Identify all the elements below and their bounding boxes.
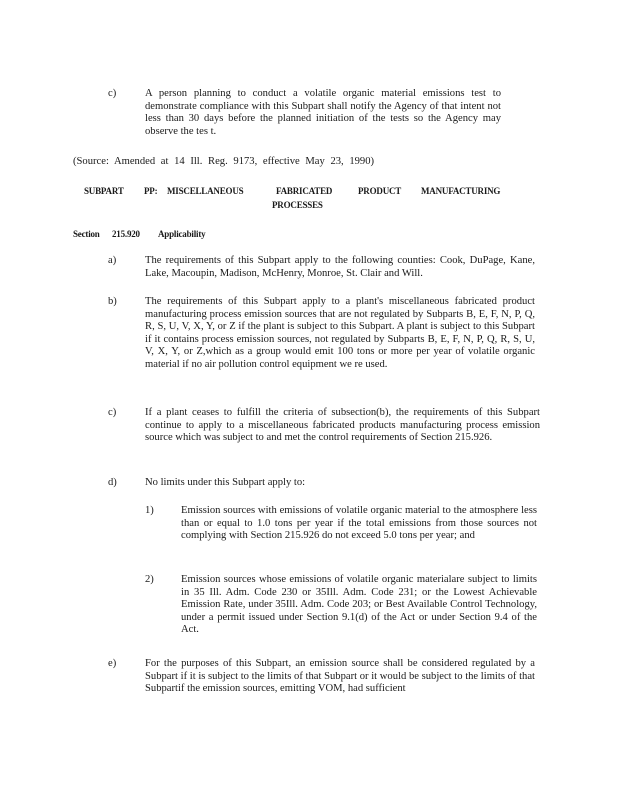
item-text: No limits under this Subpart apply to:: [145, 477, 306, 488]
item-text: For the purposes of this Subpart, an emission source shall be considered regulated by a Subpart if it is subject to the limits of that Subpart or it would be subject to the limits of that Subpartif the emission sources, emitting VOM, had sufficient: [145, 658, 535, 694]
subitem-label: 2): [145, 574, 154, 585]
subpart-title-word: PROCESSES: [272, 200, 323, 210]
subitem-text: Emission sources whose emissions of volatile organic materialare subject to limits in 35 Ill. Adm. Code 230 or 35Ill. Adm. Code 231; or the Lowest Achievable Emission Rate, under 35Ill. Adm. Code 203; or Best Available Control Technology, under a permit issued under Section 9.1(d) of the Act or under Section 9.4 of the Act.: [181, 574, 537, 635]
item-label: c): [108, 88, 117, 99]
source-note: (Source: Amended at 14 Ill. Reg. 9173, effective May 23, 1990): [73, 156, 375, 167]
subpart-title-word: MISCELLANEOUS: [167, 186, 244, 196]
section-title: Applicability: [158, 229, 206, 239]
item-label: c): [108, 407, 117, 418]
item-text: If a plant ceases to fulfill the criteria of subsection(b), the requirements of this Subpart continue to apply to a miscellaneous fabricated products manufacturing process emission source which was subject to and met the control requirements of Section 215.926.: [145, 407, 540, 443]
section-label: Section: [73, 229, 100, 239]
item-text: A person planning to conduct a volatile organic material emissions test to demonstrate compliance with this Subpart shall notify the Agency of that intent not less than 30 days before the planned initiation of the tests so the Agency may observe the tes t.: [145, 88, 501, 137]
subpart-title-word: FABRICATED: [276, 186, 333, 196]
item-label: a): [108, 255, 117, 266]
subpart-title-word: MANUFACTURING: [421, 186, 501, 196]
subitem-text: Emission sources with emissions of volatile organic material to the atmosphere less than or equal to 1.0 tons per year if the total emissions from those sources not complying with Section 215.926 do not exceed 5.0 tons per year; and: [181, 505, 537, 541]
subpart-label: SUBPART: [84, 186, 124, 196]
item-label: d): [108, 477, 117, 488]
item-text: The requirements of this Subpart apply to a plant's miscellaneous fabricated product manufacturing process emission sources that are not regulated by Subparts B, E, F, N, P, Q, R, S, U, V, X, Y, or Z if the plant is subject to this Subpart. A plant is subject to this Subpart if it contains process emission sources, not regulated by Subparts B, E, F, N, P, Q, R, S, U, V, X, Y, or Z,which as a group would emit 100 tons or more per year of volatile organic material if no air pollution control equipment we re used.: [145, 296, 535, 370]
item-label: e): [108, 658, 117, 669]
subitem-label: 1): [145, 505, 154, 516]
item-label: b): [108, 296, 117, 307]
subpart-code: PP:: [144, 186, 158, 196]
subpart-title-word: PRODUCT: [358, 186, 402, 196]
item-text: The requirements of this Subpart apply to the following counties: Cook, DuPage, Kane, Lake, Macoupin, Madison, McHenry, Monroe, St. Clair and Will.: [145, 255, 535, 279]
section-number: 215.920: [112, 229, 140, 239]
